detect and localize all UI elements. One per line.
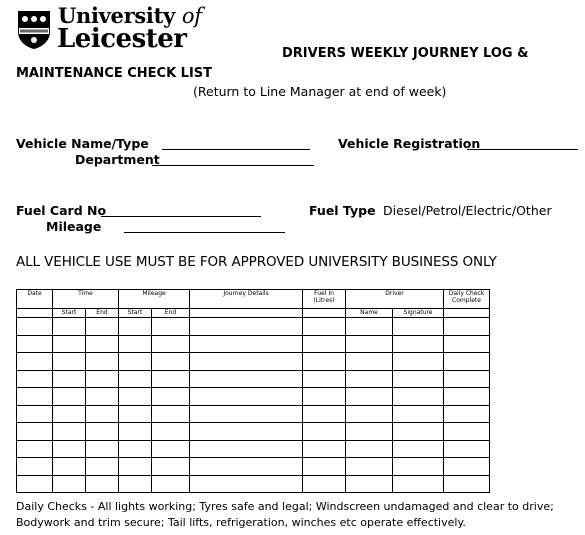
table-cell[interactable]: [393, 440, 444, 458]
logo-leicester-text: Leicester: [57, 24, 187, 54]
table-cell[interactable]: [119, 405, 152, 423]
table-cell[interactable]: [444, 388, 490, 406]
table-cell[interactable]: [152, 440, 190, 458]
table-cell[interactable]: [86, 475, 119, 493]
vehicle-name-label: Vehicle Name/Type: [16, 136, 149, 151]
table-cell[interactable]: [346, 335, 393, 353]
table-cell[interactable]: [346, 440, 393, 458]
table-cell[interactable]: [190, 458, 303, 476]
form-title-line1: DRIVERS WEEKLY JOURNEY LOG &: [282, 46, 529, 61]
table-cell[interactable]: [152, 458, 190, 476]
table-cell[interactable]: [17, 370, 53, 388]
table-row: [17, 370, 490, 388]
table-cell[interactable]: [17, 440, 53, 458]
table-cell[interactable]: [17, 388, 53, 406]
journey-log-table: [16, 289, 490, 493]
vehicle-registration-field[interactable]: [467, 149, 578, 150]
table-cell[interactable]: [190, 388, 303, 406]
table-cell[interactable]: [444, 440, 490, 458]
table-cell[interactable]: [119, 475, 152, 493]
table-row: [17, 423, 490, 441]
table-cell[interactable]: [190, 318, 303, 336]
table-cell[interactable]: [152, 353, 190, 371]
form-title-line2: MAINTENANCE CHECK LIST: [16, 66, 213, 81]
table-cell[interactable]: [152, 318, 190, 336]
table-cell[interactable]: [152, 388, 190, 406]
table-cell[interactable]: [190, 370, 303, 388]
table-cell[interactable]: [190, 423, 303, 441]
table-cell[interactable]: [303, 370, 346, 388]
header-mileage: Mileage: [119, 290, 190, 309]
table-cell[interactable]: [17, 353, 53, 371]
table-cell[interactable]: [17, 318, 53, 336]
daily-checks-note-line2: Bodywork and trim secure; Tail lifts, refrigeration, winches etc operate effectively.: [16, 516, 466, 529]
department-field[interactable]: [152, 165, 314, 166]
header-date: Date: [17, 290, 53, 309]
table-cell[interactable]: [190, 440, 303, 458]
table-cell[interactable]: [393, 353, 444, 371]
table-cell[interactable]: [346, 370, 393, 388]
vehicle-registration-label: Vehicle Registration: [338, 136, 481, 151]
table-cell[interactable]: [86, 353, 119, 371]
subheader-check: [444, 309, 490, 318]
header-daily-check: Daily Check Complete: [444, 290, 490, 309]
table-cell[interactable]: [444, 318, 490, 336]
table-cell[interactable]: [393, 370, 444, 388]
table-cell[interactable]: [303, 388, 346, 406]
table-row: [17, 353, 490, 371]
table-cell[interactable]: [444, 335, 490, 353]
table-cell[interactable]: [119, 318, 152, 336]
table-subheader-row: [17, 309, 490, 318]
table-row: [17, 335, 490, 353]
table-row: [17, 405, 490, 423]
vehicle-name-field[interactable]: [162, 149, 310, 150]
table-cell[interactable]: [53, 388, 86, 406]
table-row: [17, 440, 490, 458]
table-cell[interactable]: [190, 335, 303, 353]
table-cell[interactable]: [152, 370, 190, 388]
table-cell[interactable]: [346, 475, 393, 493]
table-cell[interactable]: [86, 423, 119, 441]
table-cell[interactable]: [86, 335, 119, 353]
subheader-time-end: End: [86, 309, 119, 318]
table-cell[interactable]: [444, 475, 490, 493]
subheader-mileage-end: End: [152, 309, 190, 318]
table-cell[interactable]: [152, 335, 190, 353]
table-cell[interactable]: [53, 335, 86, 353]
subheader-date: [17, 309, 53, 318]
table-cell[interactable]: [17, 405, 53, 423]
table-cell[interactable]: [190, 353, 303, 371]
table-cell[interactable]: [86, 370, 119, 388]
table-cell[interactable]: [190, 475, 303, 493]
header-fuel-in: Fuel In (Litres): [303, 290, 346, 309]
header-journey-details: Journey Details: [190, 290, 303, 309]
table-cell[interactable]: [303, 335, 346, 353]
table-cell[interactable]: [190, 405, 303, 423]
table-cell[interactable]: [444, 423, 490, 441]
table-cell[interactable]: [53, 475, 86, 493]
table-cell[interactable]: [53, 440, 86, 458]
table-cell[interactable]: [86, 458, 119, 476]
table-cell[interactable]: [119, 458, 152, 476]
table-cell[interactable]: [86, 440, 119, 458]
table-cell[interactable]: [346, 458, 393, 476]
table-cell[interactable]: [119, 423, 152, 441]
form-subtitle: (Return to Line Manager at end of week): [193, 84, 447, 99]
university-crest-icon: [17, 10, 51, 50]
table-cell[interactable]: [444, 405, 490, 423]
table-cell[interactable]: [53, 370, 86, 388]
fuel-type-label: Fuel Type: [309, 203, 376, 218]
business-use-notice: ALL VEHICLE USE MUST BE FOR APPROVED UNIVERSITY BUSINESS ONLY: [16, 254, 497, 270]
table-cell[interactable]: [393, 388, 444, 406]
table-cell[interactable]: [346, 405, 393, 423]
subheader-driver-name: Name: [346, 309, 393, 318]
mileage-label: Mileage: [46, 219, 102, 234]
table-cell[interactable]: [444, 353, 490, 371]
table-cell[interactable]: [444, 458, 490, 476]
table-cell[interactable]: [346, 388, 393, 406]
subheader-journey: [190, 309, 303, 318]
table-cell[interactable]: [86, 318, 119, 336]
table-header-row: [17, 290, 490, 309]
table-cell[interactable]: [119, 388, 152, 406]
table-cell[interactable]: [86, 405, 119, 423]
table-cell[interactable]: [303, 318, 346, 336]
table-cell[interactable]: [119, 353, 152, 371]
fuel-card-field[interactable]: [101, 216, 261, 217]
subheader-time-start: Start: [53, 309, 86, 318]
table-cell[interactable]: [17, 458, 53, 476]
table-cell[interactable]: [53, 423, 86, 441]
table-cell[interactable]: [86, 388, 119, 406]
table-cell[interactable]: [119, 335, 152, 353]
table-cell[interactable]: [119, 440, 152, 458]
table-cell[interactable]: [393, 458, 444, 476]
table-cell[interactable]: [17, 475, 53, 493]
fuel-card-label: Fuel Card No: [16, 203, 107, 218]
table-cell[interactable]: [303, 405, 346, 423]
table-cell[interactable]: [393, 423, 444, 441]
table-cell[interactable]: [393, 318, 444, 336]
table-cell[interactable]: [303, 423, 346, 441]
table-body: [17, 318, 490, 493]
table-row: [17, 458, 490, 476]
header-driver: Driver: [346, 290, 444, 309]
table-cell[interactable]: [53, 405, 86, 423]
table-cell[interactable]: [53, 318, 86, 336]
table-cell[interactable]: [17, 335, 53, 353]
table-cell[interactable]: [53, 458, 86, 476]
header-time: Time: [53, 290, 119, 309]
table-cell[interactable]: [346, 353, 393, 371]
table-cell[interactable]: [303, 353, 346, 371]
table-cell[interactable]: [152, 475, 190, 493]
table-row: [17, 318, 490, 336]
table-cell[interactable]: [152, 423, 190, 441]
subheader-fuel: [303, 309, 346, 318]
table-cell[interactable]: [119, 370, 152, 388]
subheader-driver-signature: Signature: [393, 309, 444, 318]
table-cell[interactable]: [53, 353, 86, 371]
table-row: [17, 388, 490, 406]
table-cell[interactable]: [393, 405, 444, 423]
table-cell[interactable]: [393, 475, 444, 493]
fuel-type-options: Diesel/Petrol/Electric/Other: [383, 203, 552, 218]
table-cell[interactable]: [152, 405, 190, 423]
mileage-field[interactable]: [124, 232, 285, 233]
table-cell[interactable]: [346, 318, 393, 336]
table-row: [17, 475, 490, 493]
department-label: Department: [75, 152, 160, 167]
table-cell[interactable]: [444, 370, 490, 388]
table-cell[interactable]: [303, 475, 346, 493]
table-cell[interactable]: [17, 423, 53, 441]
table-cell[interactable]: [393, 335, 444, 353]
table-cell[interactable]: [346, 423, 393, 441]
logo-university-text: University of: [58, 3, 202, 28]
daily-checks-note-line1: Daily Checks - All lights working; Tyres safe and legal; Windscreen undamaged and clear to drive;: [16, 500, 554, 513]
table-cell[interactable]: [303, 440, 346, 458]
table-cell[interactable]: [303, 458, 346, 476]
subheader-mileage-start: Start: [119, 309, 152, 318]
